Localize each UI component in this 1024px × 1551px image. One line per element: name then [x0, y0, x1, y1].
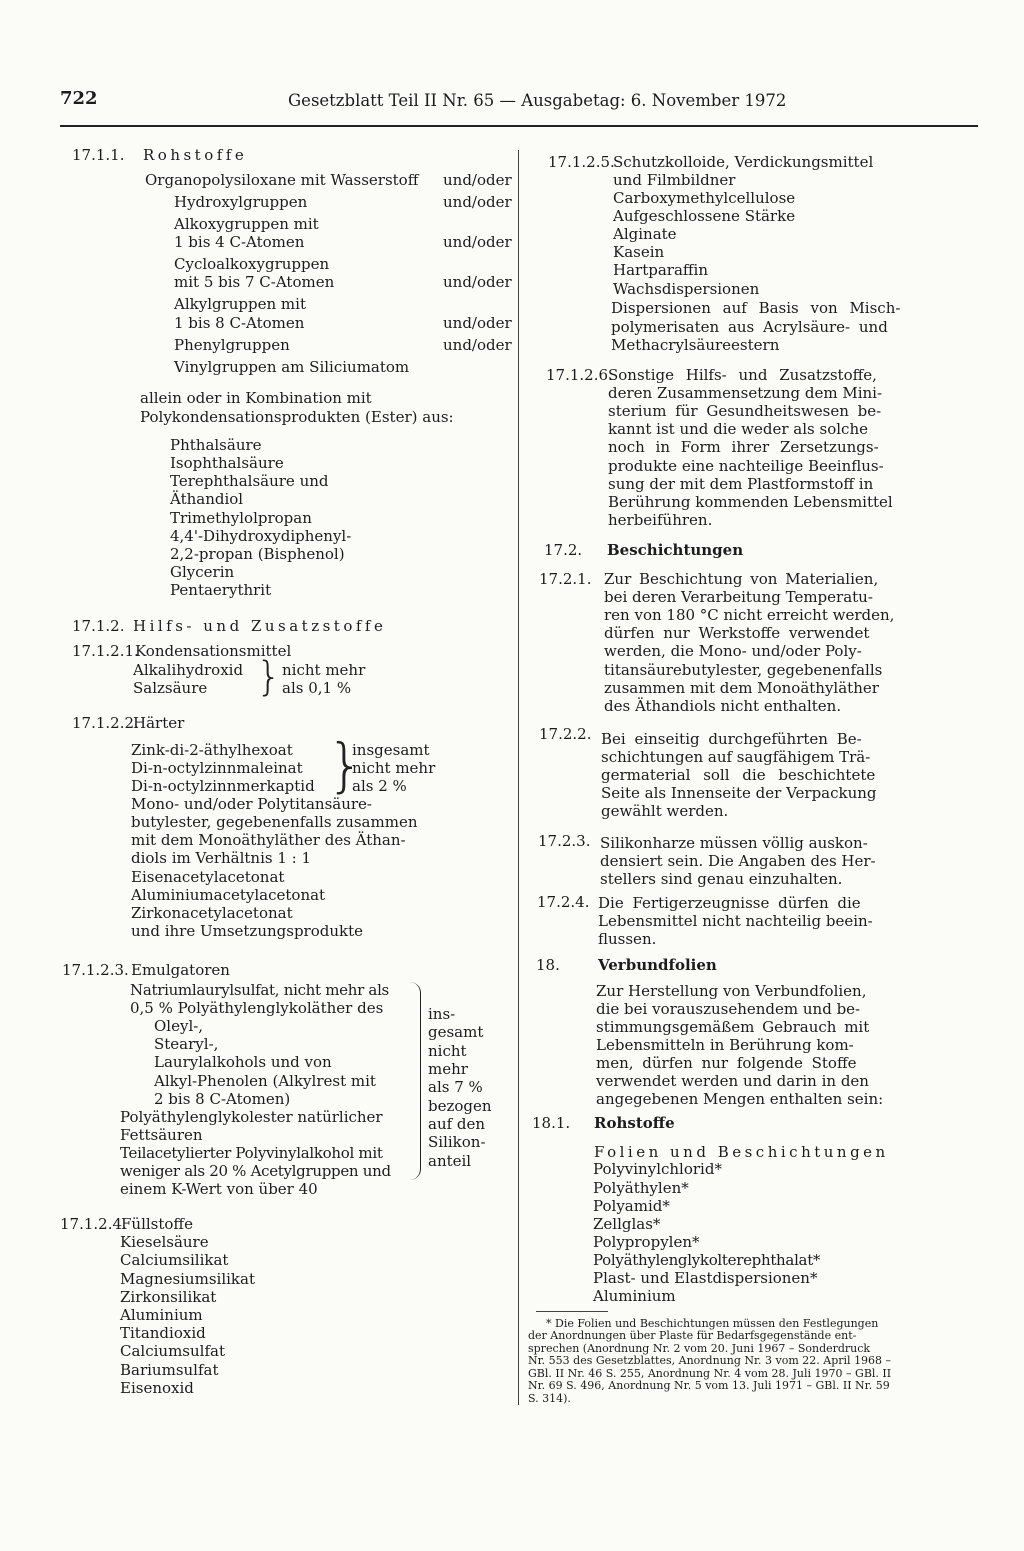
- page-header-title: Gesetzblatt Teil II Nr. 65 — Ausgabetag: 6. November 1972: [288, 91, 787, 110]
- list-item: Wachsdispersionen: [613, 280, 760, 298]
- list-item: Äthandiol: [170, 490, 244, 508]
- footnote-line: * Die Folien und Beschichtungen müssen den Festlegungen: [546, 1317, 879, 1330]
- paragraph-line: allein oder in Kombination mit: [140, 389, 372, 407]
- list-item-qualifier: nicht mehr: [282, 661, 366, 679]
- subsection-heading: Folien und Beschichtungen: [594, 1143, 889, 1161]
- list-item: Eisenacetylacetonat: [131, 868, 285, 886]
- paragraph-line: dürfen nur Werkstoffe verwendet: [604, 624, 870, 642]
- list-item-qualifier: und/oder: [443, 314, 512, 332]
- paragraph-line: densiert sein. Die Angaben des Her-: [600, 852, 876, 870]
- list-item-qualifier: als 7 %: [428, 1078, 483, 1096]
- list-item-qualifier: anteil: [428, 1152, 472, 1170]
- list-item-qualifier: und/oder: [443, 336, 512, 354]
- list-item: und Filmbildner: [613, 171, 736, 189]
- paragraph-line: Berührung kommenden Lebensmittel: [608, 493, 893, 511]
- footnote-line: GBl. II Nr. 46 S. 255, Anordnung Nr. 4 vom 28. Juli 1970 – GBl. II: [528, 1367, 892, 1380]
- list-item: Teilacetylierter Polyvinylalkohol mit: [120, 1144, 383, 1162]
- list-item: Laurylalkohols und von: [154, 1053, 332, 1071]
- header-rule: [60, 125, 978, 127]
- list-item: Natriumlaurylsulfat, nicht mehr als: [130, 981, 389, 999]
- list-item: Phthalsäure: [170, 436, 262, 454]
- paragraph-line: schichtungen auf saugfähigem Trä-: [601, 748, 871, 766]
- list-item: Kasein: [613, 243, 665, 261]
- list-item: 2 bis 8 C-Atomen): [154, 1090, 291, 1108]
- footnote-line: S. 314).: [528, 1392, 571, 1405]
- footnote-line: Nr. 553 des Gesetzblattes, Anordnung Nr. 3 vom 22. April 1968 –: [528, 1354, 892, 1367]
- list-item: Calciumsilikat: [120, 1251, 229, 1269]
- section-number: 17.2.4.: [537, 893, 590, 911]
- paragraph-line: gewählt werden.: [601, 802, 729, 820]
- section-number: 17.2.: [544, 541, 583, 559]
- list-item: Glycerin: [170, 563, 235, 581]
- section-number: 17.2.3.: [538, 832, 591, 850]
- list-item: Dispersionen auf Basis von Misch-: [611, 299, 901, 317]
- list-item: Hartparaffin: [613, 261, 708, 279]
- list-item-qualifier: und/oder: [443, 233, 512, 251]
- footnote-line: der Anordnungen über Plaste für Bedarfsgegenstände ent-: [528, 1329, 857, 1342]
- list-item: 1 bis 4 C-Atomen: [174, 233, 305, 251]
- list-item: 4,4'-Dihydroxydiphenyl-: [170, 527, 352, 545]
- section-heading: Rohstoffe: [594, 1114, 675, 1132]
- section-number: 17.1.1.: [72, 146, 125, 164]
- list-item: Alkylgruppen mit: [174, 295, 306, 313]
- list-item-qualifier: und/oder: [443, 193, 512, 211]
- paragraph-line: titansäurebutylester, gegebenenfalls: [604, 661, 883, 679]
- list-item: Zirkonsilikat: [120, 1288, 217, 1306]
- list-item: Stearyl-,: [154, 1035, 219, 1053]
- list-item: Alkoxygruppen mit: [174, 215, 319, 233]
- list-item-qualifier: gesamt: [428, 1023, 484, 1041]
- list-item: diols im Verhältnis 1 : 1: [131, 849, 312, 867]
- list-item: mit dem Monoäthyläther des Äthan-: [131, 831, 406, 849]
- section-heading: Rohstoffe: [143, 146, 248, 164]
- list-item: Polyäthylen*: [593, 1179, 689, 1197]
- list-item: Mono- und/oder Polytitansäure-: [131, 795, 373, 813]
- list-item: 1 bis 8 C-Atomen: [174, 314, 305, 332]
- list-item: Eisenoxid: [120, 1379, 194, 1397]
- section-number: 17.2.1.: [539, 570, 592, 588]
- section-heading: Beschichtungen: [607, 541, 744, 559]
- list-item: Di-n-octylzinnmaleinat: [131, 759, 303, 777]
- paragraph-line: Polykondensationsprodukten (Ester) aus:: [140, 408, 454, 426]
- list-item: Polyäthylenglykolterephthalat*: [593, 1251, 821, 1269]
- paragraph-line: bei deren Verarbeitung Temperatu-: [604, 588, 873, 606]
- paragraph-line: herbeiführen.: [608, 511, 713, 529]
- list-item: 0,5 % Polyäthylenglykoläther des: [130, 999, 384, 1017]
- list-item: Kieselsäure: [120, 1233, 209, 1251]
- paragraph-line: angegebenen Mengen enthalten sein:: [596, 1090, 884, 1108]
- list-item: Alkyl-Phenolen (Alkylrest mit: [154, 1072, 376, 1090]
- list-item: Plast- und Elastdispersionen*: [593, 1269, 818, 1287]
- right-brace: }: [327, 731, 364, 799]
- list-item-qualifier: nicht: [428, 1042, 467, 1060]
- list-item: Aufgeschlossene Stärke: [613, 207, 796, 225]
- paragraph-line: stimmungsgemäßem Gebrauch mit: [596, 1018, 870, 1036]
- paragraph-line: kannt ist und die weder als solche: [608, 420, 868, 438]
- section-number: 17.1.2.3.: [62, 961, 129, 979]
- list-item: und ihre Umsetzungsprodukte: [131, 922, 364, 940]
- paragraph-line: ren von 180 °C nicht erreicht werden,: [604, 606, 895, 624]
- section-number: 17.2.2.: [539, 725, 592, 743]
- section-heading: Verbundfolien: [598, 956, 717, 974]
- list-item: Trimethylolpropan: [170, 509, 312, 527]
- list-item-qualifier: als 0,1 %: [282, 679, 352, 697]
- section-number: 17.1.2.6.: [546, 366, 613, 384]
- paragraph-line: germaterial soll die beschichtete: [601, 766, 876, 784]
- page-number: 722: [60, 88, 98, 109]
- section-number: 18.1.: [532, 1114, 571, 1132]
- list-item: Schutzkolloide, Verdickungsmittel: [613, 153, 874, 171]
- paragraph-line: produkte eine nachteilige Beeinflus-: [608, 457, 884, 475]
- subsection-heading: Härter: [133, 714, 185, 732]
- list-item: butylester, gegebenenfalls zusammen: [131, 813, 418, 831]
- paragraph-line: Die Fertigerzeugnisse dürfen die: [598, 894, 861, 912]
- section-number: 17.1.2.2.: [72, 714, 139, 732]
- list-item: Fettsäuren: [120, 1126, 203, 1144]
- list-item: Carboxymethylcellulose: [613, 189, 796, 207]
- list-item: Terephthalsäure und: [170, 472, 329, 490]
- paragraph-line: des Äthandiols nicht enthalten.: [604, 697, 842, 715]
- paragraph-line: flussen.: [598, 930, 657, 948]
- list-item-qualifier: insgesamt: [352, 741, 430, 759]
- list-item: Vinylgruppen am Siliciumatom: [174, 358, 410, 376]
- paragraph-line: verwendet werden und darin in den: [596, 1072, 869, 1090]
- right-brace: }: [256, 654, 282, 700]
- section-number: 17.1.2.5.: [548, 153, 615, 171]
- paragraph-line: Sonstige Hilfs- und Zusatzstoffe,: [608, 366, 877, 384]
- column-divider: [518, 150, 519, 1405]
- subsection-heading: Füllstoffe: [121, 1215, 193, 1233]
- list-item-qualifier: mehr: [428, 1060, 468, 1078]
- list-item: Polyäthylenglykolester natürlicher: [120, 1108, 383, 1126]
- section-number: 18.: [536, 956, 560, 974]
- list-item: mit 5 bis 7 C-Atomen: [174, 273, 335, 291]
- list-item: Phenylgruppen: [174, 336, 290, 354]
- footnote-line: sprechen (Anordnung Nr. 2 vom 20. Juni 1967 – Sonderdruck: [528, 1342, 871, 1355]
- paragraph-line: Seite als Innenseite der Verpackung: [601, 784, 877, 802]
- paragraph-line: noch in Form ihrer Zersetzungs-: [608, 438, 879, 456]
- list-item: Hydroxylgruppen: [174, 193, 308, 211]
- paragraph-line: stellers sind genau einzuhalten.: [600, 870, 843, 888]
- list-item: Alginate: [613, 225, 677, 243]
- paragraph-line: Zur Herstellung von Verbundfolien,: [596, 982, 867, 1000]
- list-item: weniger als 20 % Acetylgruppen und: [120, 1162, 391, 1180]
- footnote-rule: [536, 1311, 608, 1312]
- list-item: Zellglas*: [593, 1215, 661, 1233]
- list-item: Polypropylen*: [593, 1233, 700, 1251]
- list-item: Alkalihydroxid: [133, 661, 244, 679]
- list-item: Titandioxid: [120, 1324, 206, 1342]
- list-item: einem K-Wert von über 40: [120, 1180, 318, 1198]
- list-item-qualifier: und/oder: [443, 273, 512, 291]
- list-item: Pentaerythrit: [170, 581, 272, 599]
- list-item: 2,2-propan (Bisphenol): [170, 545, 345, 563]
- section-number: 17.1.2.4.: [60, 1215, 127, 1233]
- paragraph-line: die bei vorauszusehendem und be-: [596, 1000, 861, 1018]
- paragraph-line: deren Zusammensetzung dem Mini-: [608, 384, 883, 402]
- paragraph-line: Bei einseitig durchgeführten Be-: [601, 730, 862, 748]
- paragraph-line: sung der mit dem Plastformstoff in: [608, 475, 874, 493]
- list-item-qualifier: bezogen: [428, 1097, 492, 1115]
- list-item-qualifier: auf den: [428, 1115, 486, 1133]
- list-item: Aluminiumacetylacetonat: [131, 886, 326, 904]
- list-item: polymerisaten aus Acrylsäure- und: [611, 318, 888, 336]
- list-item: Aluminium: [593, 1287, 676, 1305]
- paragraph-line: men, dürfen nur folgende Stoffe: [596, 1054, 857, 1072]
- list-item: Oleyl-,: [154, 1017, 204, 1035]
- subsection-heading: Kondensationsmittel: [135, 642, 292, 660]
- list-item: Magnesiumsilikat: [120, 1270, 255, 1288]
- right-brace: [410, 982, 421, 1180]
- list-item: Organopolysiloxane mit Wasserstoff: [145, 171, 419, 189]
- list-item: Salzsäure: [133, 679, 208, 697]
- list-item: Zirkonacetylacetonat: [131, 904, 293, 922]
- paragraph-line: werden, die Mono- und/oder Poly-: [604, 642, 862, 660]
- paragraph-line: zusammen mit dem Monoäthyläther: [604, 679, 879, 697]
- footnote-line: Nr. 69 S. 496, Anordnung Nr. 5 vom 13. Juli 1971 – GBl. II Nr. 59: [528, 1379, 890, 1392]
- paragraph-line: Lebensmittel nicht nachteilig beein-: [598, 912, 873, 930]
- list-item-qualifier: als 2 %: [352, 777, 407, 795]
- list-item-qualifier: Silikon-: [428, 1133, 486, 1151]
- paragraph-line: Silikonharze müssen völlig auskon-: [600, 834, 868, 852]
- list-item: Bariumsulfat: [120, 1361, 219, 1379]
- list-item: Polyamid*: [593, 1197, 670, 1215]
- list-item: Cycloalkoxygruppen: [174, 255, 330, 273]
- list-item: Isophthalsäure: [170, 454, 284, 472]
- subsection-heading: Emulgatoren: [131, 961, 230, 979]
- list-item-qualifier: und/oder: [443, 171, 512, 189]
- list-item: Polyvinylchlorid*: [593, 1160, 722, 1178]
- list-item: Methacrylsäureestern: [611, 336, 780, 354]
- list-item: Di-n-octylzinnmerkaptid: [131, 777, 315, 795]
- section-heading: Hilfs- und Zusatzstoffe: [133, 617, 387, 635]
- section-number: 17.1.2.1.: [72, 642, 139, 660]
- list-item: Zink-di-2-äthylhexoat: [131, 741, 293, 759]
- paragraph-line: Zur Beschichtung von Materialien,: [604, 570, 879, 588]
- list-item: Aluminium: [120, 1306, 203, 1324]
- section-number: 17.1.2.: [72, 617, 125, 635]
- list-item-qualifier: nicht mehr: [352, 759, 436, 777]
- list-item: Calciumsulfat: [120, 1342, 225, 1360]
- list-item-qualifier: ins-: [428, 1005, 456, 1023]
- paragraph-line: sterium für Gesundheitswesen be-: [608, 402, 882, 420]
- paragraph-line: Lebensmitteln in Berührung kom-: [596, 1036, 854, 1054]
